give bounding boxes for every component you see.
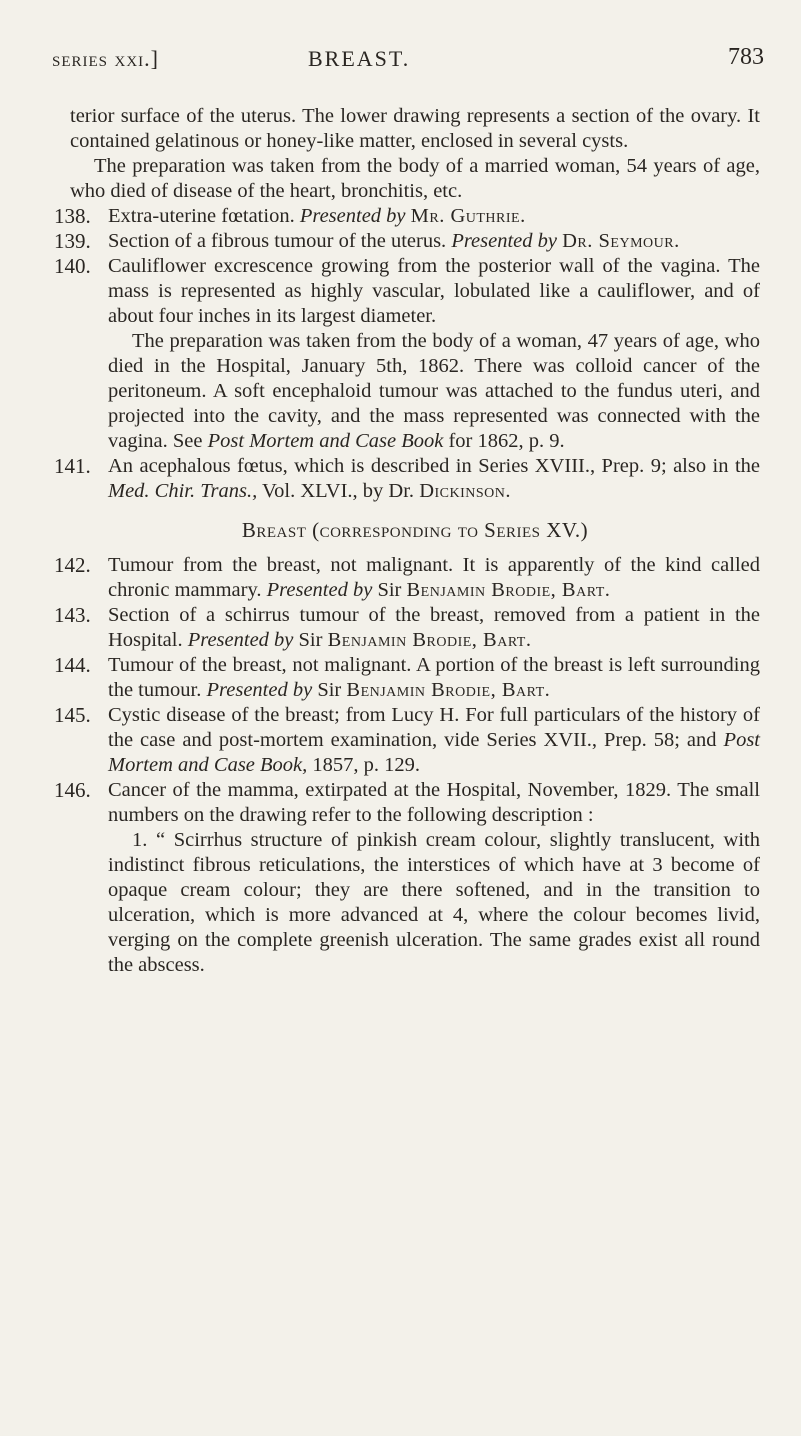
catalogue-entry [54,204,760,229]
entry-text: Section of a fibrous tumour of the uterus. [108,230,447,252]
page-number: 783 [728,44,764,70]
catalogue-entry [54,653,760,703]
series-label: series xxi.] [52,46,159,71]
catalogue-entry [54,603,760,653]
entry-number: 143. [54,603,91,627]
donor-name: Benjamin Brodie, Bart. [346,679,551,701]
presented-by: Presented by [187,629,294,651]
catalogue-entry [54,254,760,329]
running-header [52,44,764,84]
entry-description: 1. “ Scirrhus structure of pinkish cream colour, slightly translucent, with indistinct fibrous reticulations, the interstices of which have at 3 become of opaque cream colour; they are there softened, and in the transition to ulceration, which is more advanced at 4, where the colour becomes livid, verging on the complete greenish ulceration. The same grades exist all round the abscess. [108,829,760,976]
donor-prefix: Sir [298,629,323,651]
entry-continuation [70,329,760,454]
entry-text: Extra-uterine fœtation. [108,205,295,227]
journal-title: Med. Chir. Trans., [108,480,258,502]
section-title: BREAST. [308,46,411,71]
entry-text: The preparation was taken from the body of a woman, 47 years of age, who died in the Hospital, January 5th, 1862. There was colloid cancer of the peritoneum. A soft encephaloid tumour was attached to the fundus uteri, and projected into the cavity, and the mass represented was connected with the vagina. See [108,330,760,452]
entry-text: Tumour of the breast, not malignant. A portion of the breast is left surrounding the tumour. [108,654,760,701]
catalogue-entry [54,778,760,828]
book-title: Post Mortem and Case Book [207,430,444,452]
entry-text: Vol. XLVI., by Dr. [262,480,415,502]
entry-text: Cancer of the mamma, extirpated at the Hospital, November, 1829. The small numbers on the drawing refer to the following description : [108,779,760,826]
entry-text: 1857, p. 129. [312,754,421,776]
presented-by: Presented by [451,230,557,252]
donor-name: Benjamin Brodie, Bart. [406,579,611,601]
donor-name: Dr. Seymour. [562,230,680,252]
entry-text: Tumour from the breast, not malignant. It is apparently of the kind called chronic mammary. [108,554,760,601]
entry-number: 146. [54,778,91,802]
catalogue-entry [54,229,760,254]
page-body [54,104,760,978]
entry-number: 138. [54,204,91,228]
presented-by: Presented by [299,205,406,227]
entry-text: An acephalous fœtus, which is described in Series XVIII., Prep. 9; also in the [108,455,760,477]
section-heading: Breast (corresponding to Series XV.) [241,518,589,542]
entry-text: Cystic disease of the breast; from Lucy H. For full particulars of the history of the case and post-mortem examination, vide Series XVII., Prep. 58; and [108,704,760,751]
presented-by: Presented by [266,579,373,601]
catalogue-entry [54,703,760,778]
book-title: Post Mortem and Case Book, [108,729,760,776]
donor-name: Mr. Guthrie. [410,205,526,227]
catalogue-entry [54,553,760,603]
catalogue-entry [54,454,760,504]
entry-number: 142. [54,553,91,577]
donor-name: Dickinson. [419,480,512,502]
donor-name: Benjamin Brodie, Bart. [327,629,532,651]
intro-paragraph: The preparation was taken from the body of a married woman, 54 years of age, who died of disease of the heart, bronchitis, etc. [70,155,760,202]
entry-text: Section of a schirrus tumour of the breast, removed from a patient in the Hospital. [108,604,760,651]
entry-text: Cauliflower excrescence growing from the posterior wall of the vagina. The mass is represented as highly vascular, lobulated like a cauliflower, and of about four inches in its largest diameter. [108,255,760,327]
donor-prefix: Sir [377,579,402,601]
presented-by: Presented by [206,679,313,701]
intro-paragraph: terior surface of the uterus. The lower drawing represents a section of the ovary. It contained gelatinous or honey-like matter, enclosed in several cysts. [70,105,760,152]
entry-number: 139. [54,229,91,253]
entry-number: 141. [54,454,91,478]
entry-text: for 1862, p. 9. [448,430,565,452]
entry-number: 144. [54,653,91,677]
entry-number: 140. [54,254,91,278]
entry-number: 145. [54,703,91,727]
donor-prefix: Sir [317,679,342,701]
